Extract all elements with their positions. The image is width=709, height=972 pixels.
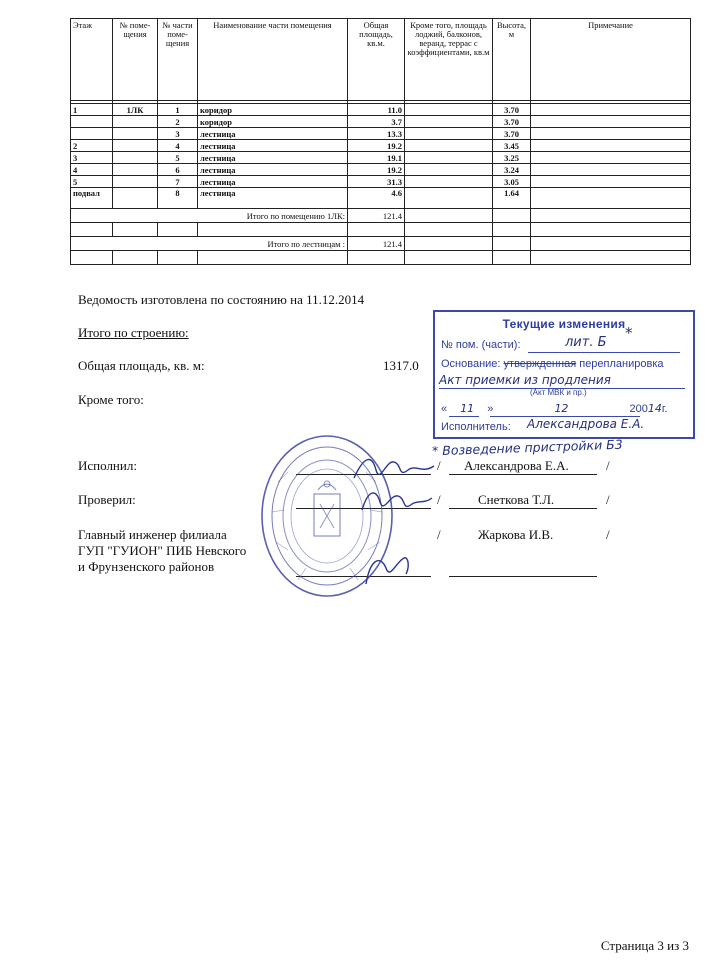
stamp-title: Текущие изменения xyxy=(502,317,626,331)
signature-executed-icon xyxy=(350,448,440,488)
header-height: Высота, м xyxy=(493,19,531,101)
executed-name-line xyxy=(449,474,597,475)
cell-part: 6 xyxy=(158,164,198,176)
stamp-basis-struck: утвержденная xyxy=(503,358,577,370)
area-label: Общая площадь, кв. м: xyxy=(78,358,205,373)
executed-slash-2: / xyxy=(606,458,610,473)
cell-floor xyxy=(71,116,113,128)
cell-area: 19.2 xyxy=(348,140,405,152)
cell-area: 13.3 xyxy=(348,128,405,140)
checked-slash-1: / xyxy=(437,492,441,507)
total-stairs-value: 121.4 xyxy=(348,237,405,251)
empty-row xyxy=(71,223,691,237)
table-row xyxy=(71,176,691,188)
stamp-basis-label: Основание: xyxy=(441,358,501,370)
chief-name-line xyxy=(449,576,597,577)
cell-area: 19.1 xyxy=(348,152,405,164)
cell-part: 1 xyxy=(158,104,198,116)
cell-area: 11.0 xyxy=(348,104,405,116)
changes-stamp xyxy=(433,310,695,439)
cell-room: 1ЛК xyxy=(113,104,158,116)
checked-name: Снеткова Т.Л. xyxy=(478,492,555,507)
cell-height: 3.45 xyxy=(493,140,531,152)
stamp-year-hand: 14 xyxy=(647,402,662,415)
cell-height: 1.64 xyxy=(493,188,531,209)
cell-room xyxy=(113,116,158,128)
header-floor: Этаж xyxy=(71,19,113,101)
stamp-month: 12 xyxy=(554,402,569,415)
cell-name: коридор xyxy=(198,116,348,128)
area-value: 1317.0 xyxy=(383,358,419,373)
total-room-row xyxy=(71,209,691,223)
cell-note xyxy=(531,176,691,188)
cell-part: 3 xyxy=(158,128,198,140)
building-total-heading: Итого по строению: xyxy=(78,325,189,340)
cell-name: лестница xyxy=(198,176,348,188)
cell-part: 4 xyxy=(158,140,198,152)
table-row xyxy=(71,188,691,209)
cell-part: 8 xyxy=(158,188,198,209)
total-room-label: Итого по помещению 1ЛК: xyxy=(71,209,348,223)
stamp-executor-hand: Александрова Е.А. xyxy=(527,417,645,431)
cell-name: коридор xyxy=(198,104,348,116)
checked-slash-2: / xyxy=(606,492,610,507)
table-row xyxy=(71,116,691,128)
cell-height: 3.25 xyxy=(493,152,531,164)
cell-room xyxy=(113,128,158,140)
cell-note xyxy=(531,104,691,116)
cell-note xyxy=(531,116,691,128)
stamp-room-value: лит. Б xyxy=(565,335,607,350)
cell-extra xyxy=(405,164,493,176)
signature-chief-icon xyxy=(356,548,416,592)
stamp-star: * xyxy=(625,324,633,342)
stamp-executor-label: Исполнитель: xyxy=(441,421,511,433)
cell-extra xyxy=(405,188,493,209)
checked-label: Проверил: xyxy=(78,492,136,507)
cell-note xyxy=(531,188,691,209)
chief-slash-1: / xyxy=(437,527,441,542)
cell-room xyxy=(113,152,158,164)
chief-slash-2: / xyxy=(606,527,610,542)
cell-note xyxy=(531,152,691,164)
header-room: № поме-щения xyxy=(113,19,158,101)
cell-height: 3.70 xyxy=(493,128,531,140)
state-date: Ведомость изготовлена по состоянию на 11.12.2014 xyxy=(78,292,365,307)
empty-row xyxy=(71,251,691,265)
stamp-open-quote: « xyxy=(441,403,448,415)
header-extra: Кроме того, площадь лоджий, балконов, веранд, террас с коэффициентами, кв.м xyxy=(405,19,493,101)
cell-note xyxy=(531,164,691,176)
total-room-value: 121.4 xyxy=(348,209,405,223)
checked-name-line xyxy=(449,508,597,509)
cell-area: 3.7 xyxy=(348,116,405,128)
cell-part: 7 xyxy=(158,176,198,188)
cell-part: 2 xyxy=(158,116,198,128)
cell-area: 31.3 xyxy=(348,176,405,188)
cell-name: лестница xyxy=(198,164,348,176)
cell-room xyxy=(113,176,158,188)
chief-title-1: Главный инженер филиала xyxy=(78,527,227,542)
cell-floor: 4 xyxy=(71,164,113,176)
total-stairs-row xyxy=(71,237,691,251)
cell-name: лестница xyxy=(198,152,348,164)
cell-floor: подвал xyxy=(71,188,113,209)
signature-checked-icon xyxy=(356,484,436,518)
table-header-row xyxy=(71,19,691,101)
stamp-room-line xyxy=(528,352,680,353)
rooms-table xyxy=(70,18,691,265)
chief-title-3: и Фрунзенского районов xyxy=(78,559,215,574)
table-row xyxy=(71,128,691,140)
cell-room xyxy=(113,140,158,152)
cell-extra xyxy=(405,152,493,164)
cell-height: 3.24 xyxy=(493,164,531,176)
stamp-basis xyxy=(441,358,664,370)
table-row xyxy=(71,164,691,176)
page-number: Страница 3 из 3 xyxy=(600,938,689,953)
cell-extra xyxy=(405,104,493,116)
stamp-room-label: № пом. (части): xyxy=(441,339,521,351)
cell-height: 3.70 xyxy=(493,116,531,128)
stamp-year-suffix: г. xyxy=(661,403,668,415)
stamp-close-quote: » xyxy=(487,403,494,415)
cell-extra xyxy=(405,128,493,140)
header-name: Наименование части помещения xyxy=(198,19,348,101)
stamp-day: 11 xyxy=(460,402,475,415)
cell-part: 5 xyxy=(158,152,198,164)
stamp-side-note: * Возведение пристройки Б3 xyxy=(431,436,623,459)
cell-extra xyxy=(405,140,493,152)
cell-room xyxy=(113,188,158,209)
stamp-year-prefix: 200 xyxy=(629,403,648,415)
cell-floor: 3 xyxy=(71,152,113,164)
cell-note xyxy=(531,140,691,152)
stamp-date xyxy=(441,402,668,415)
total-stairs-label: Итого по лестницам : xyxy=(71,237,348,251)
cell-floor: 1 xyxy=(71,104,113,116)
cell-height: 3.70 xyxy=(493,104,531,116)
stamp-hand-line: Акт приемки из продления xyxy=(439,373,611,387)
table-row xyxy=(71,104,691,116)
header-area: Общая площадь, кв.м. xyxy=(348,19,405,101)
executed-slash-1: / xyxy=(437,458,441,473)
cell-room xyxy=(113,164,158,176)
header-note: Примечание xyxy=(531,19,691,101)
executed-name: Александрова Е.А. xyxy=(464,458,569,473)
cell-area: 19.2 xyxy=(348,164,405,176)
table-row xyxy=(71,152,691,164)
cell-note xyxy=(531,128,691,140)
table-row xyxy=(71,140,691,152)
cell-extra xyxy=(405,176,493,188)
cell-floor xyxy=(71,128,113,140)
cell-area: 4.6 xyxy=(348,188,405,209)
cell-extra xyxy=(405,116,493,128)
cell-name: лестница xyxy=(198,140,348,152)
cell-height: 3.05 xyxy=(493,176,531,188)
header-part: № части поме-щения xyxy=(158,19,198,101)
cell-floor: 2 xyxy=(71,140,113,152)
stamp-day-line xyxy=(449,416,479,417)
stamp-basis-note: (Акт МВК и пр.) xyxy=(530,388,587,397)
cell-name: лестница xyxy=(198,188,348,209)
besides-label: Кроме того: xyxy=(78,392,144,407)
cell-floor: 5 xyxy=(71,176,113,188)
executed-label: Исполнил: xyxy=(78,458,137,473)
stamp-basis-text: перепланировка xyxy=(579,358,664,370)
chief-name: Жаркова И.В. xyxy=(478,527,554,542)
cell-name: лестница xyxy=(198,128,348,140)
chief-title-2: ГУП "ГУИОН" ПИБ Невского xyxy=(78,543,247,558)
